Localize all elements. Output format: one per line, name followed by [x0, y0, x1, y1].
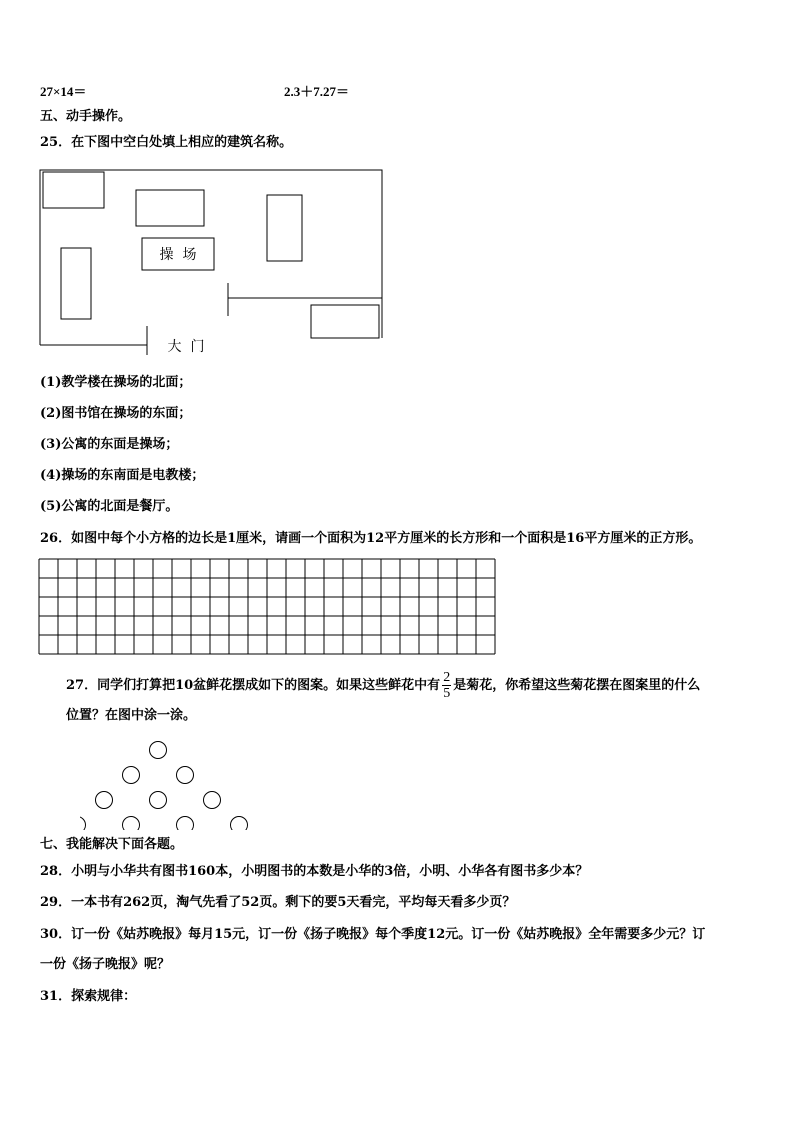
- playground-label: 操 场: [159, 247, 197, 263]
- flower-pot-circle[interactable]: [150, 792, 167, 809]
- flower-pot-circle[interactable]: [123, 817, 140, 831]
- fraction-denominator: 5: [443, 686, 451, 701]
- q25-item: (4)操场的东南面是电教楼；: [40, 468, 205, 483]
- q25-text: 25．在下图中空白处填上相应的建筑名称。: [40, 135, 293, 150]
- flower-pot-circle[interactable]: [204, 792, 221, 809]
- blank-building-box[interactable]: [43, 172, 104, 208]
- q29-text: 29．一本书有262页，淘气先看了52页。剩下的要5天看完，平均每天看多少页？: [40, 895, 516, 910]
- section-seven-heading: 七、我能解决下面各题。: [40, 837, 184, 852]
- q27-text-after: 是菊花，你希望这些菊花摆在图案里的什么: [453, 678, 701, 693]
- q26-text: 26．如图中每个小方格的边长是1厘米，请画一个面积为12平方厘米的长方形和一个面积是16平方厘米的正方形。: [40, 531, 702, 546]
- q25-item: (2)图书馆在操场的东面；: [40, 406, 192, 421]
- q27-text-before: 27．同学们打算把10盆鲜花摆成如下的图案。如果这些鲜花中有: [66, 678, 441, 693]
- square-grid[interactable]: [38, 558, 498, 656]
- flower-pot-circle[interactable]: [150, 742, 167, 759]
- q31-text: 31．探索规律：: [40, 989, 137, 1004]
- blank-building-box[interactable]: [136, 190, 204, 226]
- campus-map: [0, 160, 794, 360]
- q25-item: (5)公寓的北面是餐厅。: [40, 499, 179, 514]
- calc-right: 2.3＋7.27＝: [284, 84, 350, 99]
- fraction: [442, 670, 451, 701]
- calc-left: 27×14＝: [40, 84, 87, 99]
- fraction-numerator: 2: [443, 670, 451, 685]
- gate-label: 大 门: [167, 339, 205, 355]
- flower-pot-circle[interactable]: [177, 767, 194, 784]
- flower-pot-circle[interactable]: [96, 792, 113, 809]
- q25-item: (1)教学楼在操场的北面；: [40, 375, 192, 390]
- q25-item: (3)公寓的东面是操场；: [40, 437, 179, 452]
- flower-pot-circle[interactable]: [231, 817, 248, 831]
- blank-building-box[interactable]: [267, 195, 302, 261]
- flower-pot-circle[interactable]: [177, 817, 194, 831]
- blank-building-box[interactable]: [311, 305, 379, 338]
- flower-pot-circle[interactable]: [123, 767, 140, 784]
- q30-text-line1: 30．订一份《姑苏晚报》每月15元，订一份《扬子晚报》每个季度12元。订一份《姑苏晚报》全年需要多少元？订: [40, 927, 706, 942]
- q28-text: 28．小明与小华共有图书160本，小明图书的本数是小华的3倍，小明、小华各有图书多少本？: [40, 864, 589, 879]
- q27-text-line2: 位置？在图中涂一涂。: [66, 708, 197, 723]
- section-five-heading: 五、动手操作。: [40, 109, 132, 124]
- flower-pattern: [80, 735, 320, 830]
- flower-pot-circle[interactable]: [80, 817, 86, 831]
- q30-text-line2: 一份《扬子晚报》呢？: [40, 957, 171, 972]
- q27-text-line1: [66, 670, 700, 701]
- blank-building-box[interactable]: [61, 248, 91, 319]
